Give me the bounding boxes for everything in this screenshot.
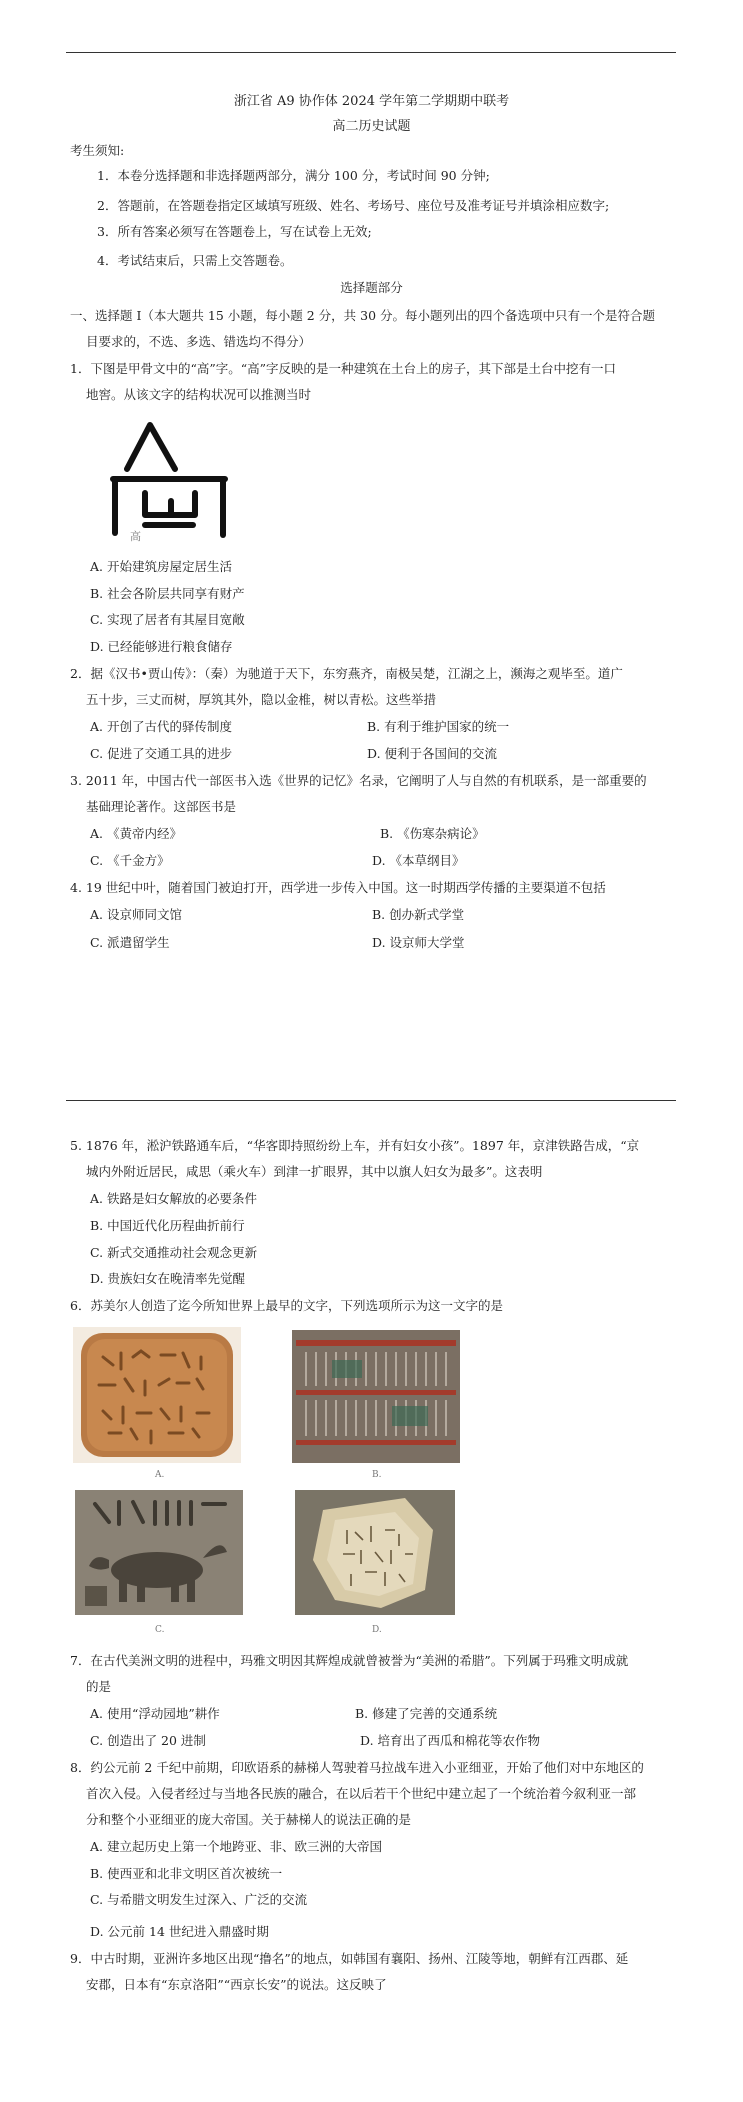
- carved-seal-icon: [75, 1490, 243, 1615]
- part-one-line-1: 一、选择题 I（本大题共 15 小题，每小题 2 分，共 30 分。每小题列出的四个备选项中只有一个是符合题: [70, 308, 656, 323]
- q4-option-c: C. 派遣留学生: [90, 935, 170, 950]
- q4-option-a: A. 设京师同文馆: [90, 907, 182, 922]
- q8-option-d: D. 公元前 14 世纪进入鼎盛时期: [90, 1924, 269, 1939]
- q2-stem-line-2: 五十步，三丈而树，厚筑其外，隐以金椎，树以青松。这些举措: [86, 692, 437, 707]
- page-two-top-rule: [66, 1100, 676, 1101]
- exam-title: 浙江省 A9 协作体 2024 学年第二学期期中联考: [233, 94, 510, 109]
- q6-caption-d: D.: [372, 1625, 382, 1635]
- q8-option-a: A. 建立起历史上第一个地跨亚、非、欧三洲的大帝国: [90, 1839, 382, 1854]
- notice-label: 考生须知:: [70, 143, 125, 158]
- q5-option-c: C. 新式交通推动社会观念更新: [90, 1245, 258, 1260]
- q4-stem-line-1: 4. 19 世纪中叶，随着国门被迫打开，西学进一步传入中国。这一时期西学传播的主要渠道不包括: [70, 880, 606, 895]
- q8-stem-line-1: 8．约公元前 2 千纪中前期，印欧语系的赫梯人驾驶着马拉战车进入小亚细亚，开始了他们对中东地区的: [70, 1760, 644, 1775]
- q7-option-b: B. 修建了完善的交通系统: [355, 1706, 498, 1721]
- oracle-bone-icon: [295, 1490, 455, 1615]
- q2-stem-line-1: 2．据《汉书•贾山传》：（秦）为驰道于天下，东穷燕齐，南极吴楚，江湖之上，濒海之观毕至。道广: [70, 666, 623, 681]
- q4-option-d: D. 设京师大学堂: [372, 935, 465, 950]
- q3-option-b: B. 《伤寒杂病论》: [380, 826, 485, 841]
- q5-option-a: A. 铁路是妇女解放的必要条件: [90, 1191, 257, 1206]
- q1-option-b: B. 社会各阶层共同享有财产: [90, 586, 245, 601]
- q2-option-b: B. 有利于维护国家的统一: [367, 719, 510, 734]
- q3-option-a: A. 《黄帝内经》: [90, 826, 182, 841]
- q7-stem-line-2: 的是: [86, 1679, 112, 1694]
- exam-subtitle: 高二历史试题: [332, 119, 411, 134]
- q3-stem-line-1: 3. 2011 年，中国古代一部医书入选《世界的记忆》名录，它阐明了人与自然的有机联系，是一部重要的: [70, 773, 647, 788]
- q7-option-a: A. 使用“浮动园地”耕作: [90, 1706, 220, 1721]
- q6-image-a-clay-tablet: [73, 1327, 241, 1463]
- section-title: 选择题部分: [340, 280, 403, 295]
- q2-option-c: C. 促进了交通工具的进步: [90, 746, 233, 761]
- q4-option-b: B. 创办新式学堂: [372, 907, 465, 922]
- q3-stem-line-2: 基础理论著作。这部医书是: [86, 799, 237, 814]
- q7-option-c: C. 创造出了 20 进制: [90, 1733, 206, 1748]
- q2-option-a: A. 开创了古代的驿传制度: [90, 719, 232, 734]
- q1-option-c: C. 实现了居者有其屋目宽敞: [90, 612, 245, 627]
- part-one-line-2: 目要求的，不选、多选、错选均不得分）: [86, 334, 312, 349]
- q1-option-d: D. 已经能够进行粮食储存: [90, 639, 233, 654]
- q3-option-c: C. 《千金方》: [90, 853, 170, 868]
- gao-glyph-caption: 高: [130, 530, 141, 543]
- q8-option-b: B. 使西亚和北非文明区首次被统一: [90, 1866, 283, 1881]
- q6-caption-a: A.: [155, 1470, 165, 1480]
- q7-option-d: D. 培育出了西瓜和棉花等农作物: [360, 1733, 541, 1748]
- q7-stem-line-1: 7．在古代美洲文明的进程中，玛雅文明因其辉煌成就曾被誉为“美洲的希腊”。下列属于玛雅文明成就: [70, 1653, 629, 1668]
- q1-option-a: A. 开始建筑房屋定居生活: [90, 559, 232, 574]
- q2-option-d: D. 便利于各国间的交流: [367, 746, 498, 761]
- q5-option-d: D. 贵族妇女在晚清率先觉醒: [90, 1271, 246, 1286]
- q6-image-b-manuscript: [292, 1330, 460, 1463]
- q5-stem-line-2: 城内外附近居民，咸思（乘火车）到津一扩眼界，其中以旗人妇女为最多”。这表明: [86, 1164, 543, 1179]
- q3-option-d: D. 《本草纲目》: [372, 853, 465, 868]
- q1-stem-line-2: 地窖。从该文字的结构状况可以推测当时: [86, 387, 312, 402]
- notice-item-1: 1．本卷分选择题和非选择题两部分，满分 100 分，考试时间 90 分钟;: [97, 168, 490, 183]
- q8-option-c: C. 与希腊文明发生过深入、广泛的交流: [90, 1892, 308, 1907]
- manuscript-icon: [292, 1330, 460, 1463]
- q5-stem-line-1: 5. 1876 年，淞沪铁路通车后，“华客即持照纷纷上车，并有妇女小孩”。1897 年，京津铁路告成，“京: [70, 1138, 640, 1153]
- notice-item-3: 3．所有答案必须写在答题卷上，写在试卷上无效;: [97, 224, 372, 239]
- q5-option-b: B. 中国近代化历程曲折前行: [90, 1218, 245, 1233]
- q9-stem-line-1: 9．中古时期，亚洲许多地区出现“撸名”的地点，如韩国有襄阳、扬州、江陵等地，朝鲜有江西郡、延: [70, 1951, 629, 1966]
- notice-item-4: 4．考试结束后，只需上交答题卷。: [97, 253, 293, 268]
- q6-caption-b: B.: [372, 1470, 382, 1480]
- q8-stem-line-2: 首次入侵。入侵者经过与当地各民族的融合，在以后若干个世纪中建立起了一个统治着今叙利亚一部: [86, 1786, 637, 1801]
- q9-stem-line-2: 安郡，日本有“东京洛阳”“西京长安”的说法。这反映了: [86, 1977, 387, 1992]
- q1-stem-line-1: 1．下图是甲骨文中的“高”字。“高”字反映的是一种建筑在土台上的房子，其下部是土台中挖有一口: [70, 361, 617, 376]
- q8-stem-line-3: 分和整个小亚细亚的庞大帝国。关于赫梯人的说法正确的是: [86, 1812, 412, 1827]
- q6-image-d-oracle-bone: [295, 1490, 455, 1615]
- q6-stem-line-1: 6．苏美尔人创造了迄今所知世界上最早的文字，下列选项所示为这一文字的是: [70, 1298, 503, 1313]
- gao-glyph-icon: [105, 415, 240, 545]
- oracle-bone-gao-glyph: [105, 415, 240, 545]
- q6-caption-c: C.: [155, 1625, 165, 1635]
- q6-image-c-seal: [75, 1490, 243, 1615]
- clay-tablet-icon: [73, 1327, 241, 1463]
- notice-item-2: 2．答题前，在答题卷指定区域填写班级、姓名、考场号、座位号及准考证号并填涂相应数字;: [97, 198, 610, 213]
- page-top-rule: [66, 52, 676, 53]
